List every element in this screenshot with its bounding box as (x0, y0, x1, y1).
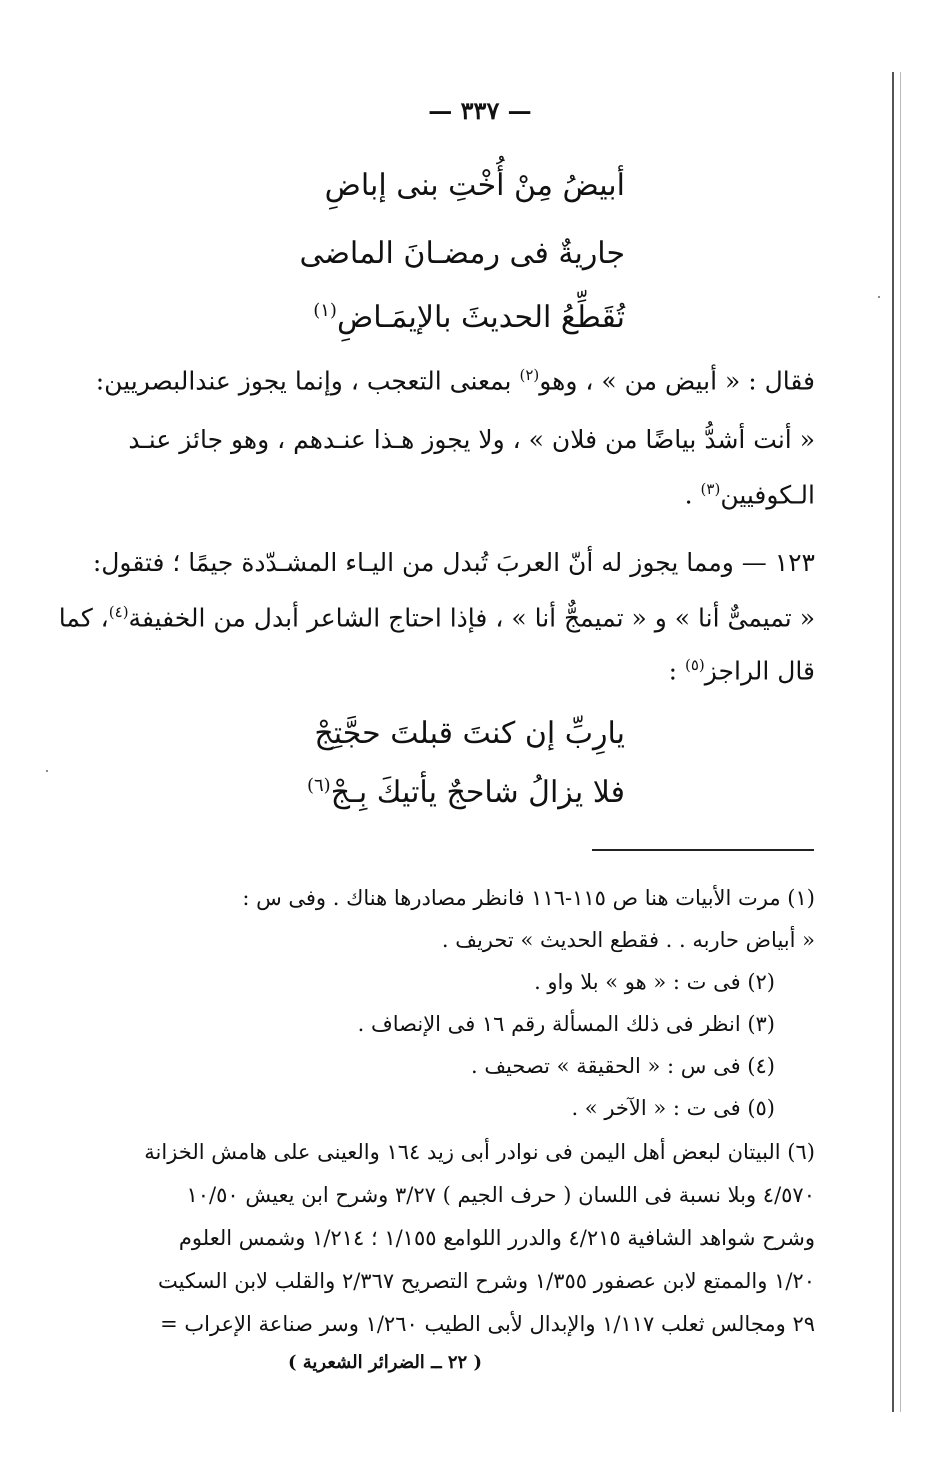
verse-line-5-text: فلا يزالُ شاحجٌ يأتيكَ بِـجْ (330, 775, 625, 810)
paragraph-2-line-2-b: ، كما (58, 603, 109, 633)
colon: : (668, 656, 685, 686)
speck (46, 770, 48, 772)
footnote-6: (٦) البيتان لبعض أهل اليمن فى نوادر أبى زيد ١٦٤ والعينى على هامش الخزانة (144, 1140, 815, 1164)
verse-line-2: جاريةٌ فى رمضـانَ الماضى (299, 236, 625, 271)
signature-mark: ( ٢٢ ــ الضرائر الشعرية ) (287, 1352, 483, 1373)
page-number: — ٣٣٧ — (428, 96, 532, 125)
paragraph-2-line-3 (669, 656, 815, 685)
footnote-4: (٤) فى س : « الحقيقة » تصحيف . (470, 1054, 775, 1078)
paragraph-2-line-3-text: قال الراجز (704, 656, 815, 686)
footnote-1: (١) مرت الأبيات هنا ص ١١٥-١١٦ فانظر مصادرها هناك . وفى س : (242, 886, 815, 910)
paragraph-1-line-3 (685, 480, 815, 509)
footnote-3: (٣) انظر فى ذلك المسألة رقم ١٦ فى الإنصاف . (357, 1012, 775, 1036)
footnote-6-cont-3: ١/٢٠ والممتع لابن عصفور ١/٣٥٥ وشرح التصريح ٢/٣٦٧ والقلب لابن السكيت (158, 1269, 815, 1293)
paragraph-1-line-3-text: الـكوفيين (720, 480, 815, 510)
footnote-ref-1: (١) (313, 300, 337, 321)
footnote-ref-4: (٤) (108, 603, 129, 621)
page-edge-line (892, 72, 894, 1412)
footnote-2: (٢) فى ت : « هو » بلا واو . (534, 970, 775, 994)
paragraph-1-line-1 (96, 366, 815, 395)
footnote-5: (٥) فى ت : « الآخر » . (571, 1096, 775, 1120)
footnote-6-cont-1: ٤/٥٧٠ وبلا نسبة فى اللسان ( حرف الجيم ) ٣/٢٧ وشرح ابن يعيش ١٠/٥٠ (186, 1183, 815, 1207)
verse-line-3 (313, 300, 625, 335)
footnote-1-cont: « أبياض حاربه . . فقطع الحديث » تحريف . (441, 928, 815, 952)
verse-line-4: يارِبِّ إن كنتَ قبلتَ حجَّتِجْ (314, 716, 625, 751)
paragraph-2-line-2-a: « تميمىٌّ أنا » و « تميمجٌّ أنا » ، فإذا احتاج الشاعر أبدل من الخفيفة (128, 603, 815, 633)
verse-line-5 (307, 775, 625, 810)
page-edge-line-shadow (900, 72, 901, 1412)
footnote-ref-2: (٢) (519, 366, 540, 384)
paragraph-1-line-1-b: بمعنى التعجب ، وإنما يجوز عندالبصريين: (95, 366, 520, 396)
verse-line-1: أبيضُ مِنْ أُخْتِ بنى إباضِ (324, 168, 625, 203)
full-stop: . (684, 480, 701, 510)
footnote-ref-3: (٣) (700, 480, 721, 498)
paragraph-1-line-2: « أنت أشدُّ بياضًا من فلان » ، ولا يجوز هـذا عنـدهم ، وهو جائز عنـد (128, 425, 815, 454)
footnote-ref-6: (٦) (306, 775, 331, 796)
footnote-6-cont-4: ٢٩ ومجالس ثعلب ١/١١٧ والإبدال لأبى الطيب ١/٢٦٠ وسر صناعة الإعراب = (160, 1312, 815, 1336)
paragraph-1-line-1-a: فقال : « أبيض من » ، وهو (539, 366, 815, 396)
speck (878, 296, 880, 298)
paragraph-2-line-2 (59, 603, 815, 632)
paragraph-2-line-1: ١٢٣ — ومما يجوز له أنّ العربَ تُبدل من اليـاء المشـدّدة جيمًا ؛ فتقول: (92, 548, 815, 577)
footnote-separator (592, 849, 814, 851)
footnote-ref-5: (٥) (684, 656, 705, 674)
verse-line-3-text: تُقَطِّعُ الحديثَ بالإيمَـاضِ (336, 300, 625, 335)
footnote-6-cont-2: وشرح شواهد الشافية ٤/٢١٥ والدرر اللوامع ١/١٥٥ ؛ ١/٢١٤ وشمس العلوم (178, 1226, 815, 1250)
